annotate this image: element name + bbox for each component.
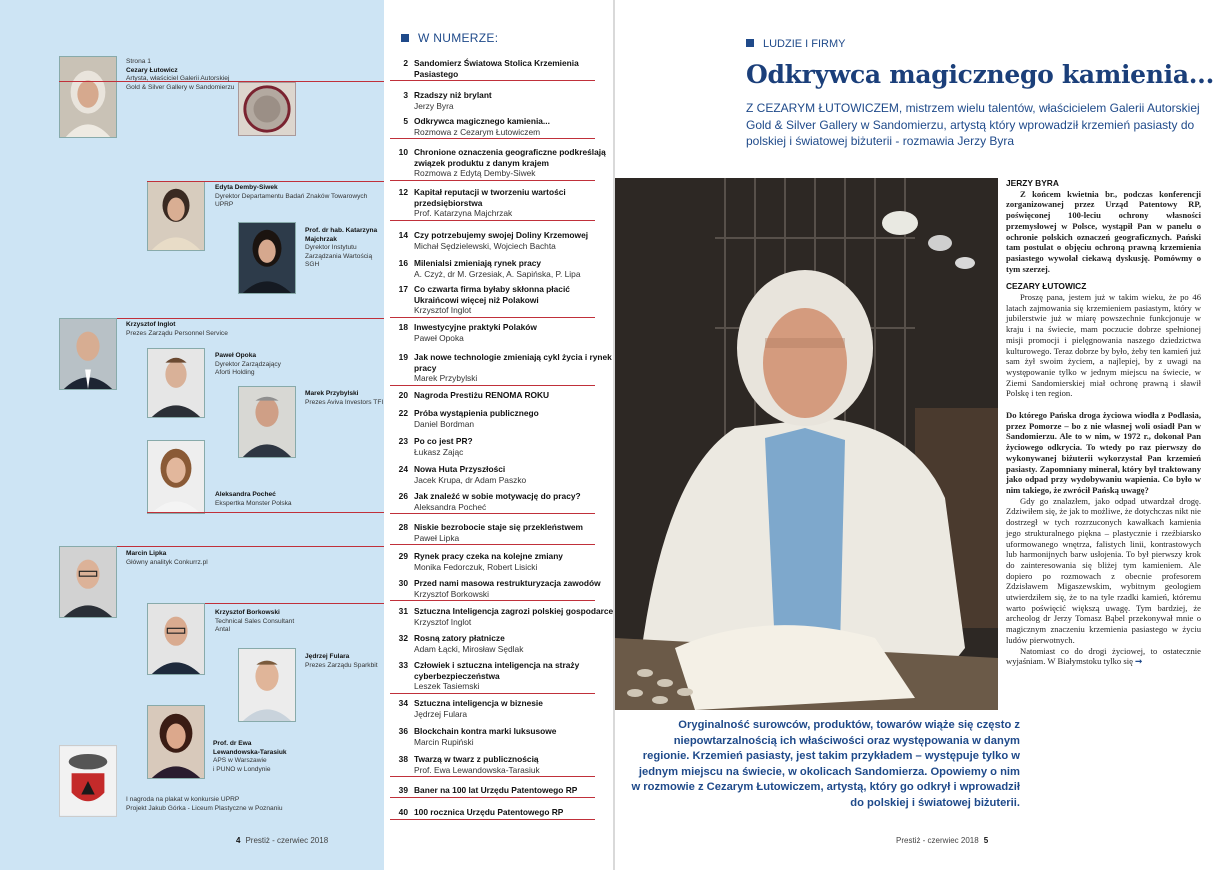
toc-page-number: 36 [398,726,408,736]
toc-text [414,436,614,457]
person-caption [305,390,385,407]
portrait-photo [238,222,296,294]
interviewee-name: CEZARY ŁUTOWICZ [1006,281,1087,292]
article-lead: Z CEZARYM ŁUTOWICZEM, mistrzem wielu talentów, właścicielem Galerii Autorskiej Gold & Silver Gallery w Sandomierzu, artystą który wprowadził krzemień pasiasty do polskiej i światowej biżuterii - rozmawia Jerzy Byra [746,101,1200,148]
person-name: Cezary Łutowicz [126,66,178,74]
toc-text [414,491,614,512]
toc-page-number: 14 [398,230,408,240]
toc-page-number: 12 [398,187,408,197]
toc-page-number: 3 [403,90,408,100]
person-desc: Antal [215,626,231,634]
answer-paragraph [1006,646,1201,667]
answer-continued: Natomiast co do drogi życiowej, to ostatecznie wyjaśniam. W Białymstoku tylko się [1006,645,1201,667]
person-caption [215,184,380,210]
toc-title: Człowiek i sztuczna inteligencja na straży cyberbezpieczeństwa [414,660,580,681]
person-caption [126,58,246,92]
person-name: Jędrzej Fulara [305,653,350,660]
portrait-photo [147,705,205,779]
toc-page-number: 28 [398,522,408,532]
person-desc: Główny analityk Conkurrz.pl [126,558,208,566]
toc-title: Czy potrzebujemy swojej Doliny Krzemowej [414,230,589,240]
toc-title: Nowa Huta Przyszłości [414,464,506,474]
toc-author: Rozmowa z Edytą Demby-Siwek [414,168,536,179]
interviewer-name: JERZY BYRA [1006,178,1059,188]
toc-title: Sztuczna inteligencja w biznesie [414,698,543,708]
person-desc: Dyrektor Zarządzający [215,360,281,368]
toc-page-number: 34 [398,698,408,708]
section-square-icon [401,34,409,42]
photo-caption: Oryginalność surowców, produktów, towarów wiąże się często z niepowtarzalnością ich właściwości oraz występowania w danym regionie. Krzemień pasiasty, jest takim przykładem – występuje tylko w jednym miejscu na świecie, w okolicach Sandomierza. Opowiemy o nim w rozmowie z Cezarym Łutowiczem, artystą, który go odkrył i wprowadził do polskiej i światowej biżuterii. [631,719,1020,809]
toc-page-number: 38 [398,754,408,764]
person-name: Paweł Opoka [215,352,257,359]
person-desc: Technical Sales Consultant [215,617,295,625]
toc-author: Aleksandra Pocheć [414,501,487,512]
toc-text [414,284,614,316]
toc-text [414,116,614,137]
person-desc: UPRP [215,201,234,209]
toc-page-number: 33 [398,660,408,670]
person-desc: SGH [305,261,320,269]
toc-heading [401,31,498,45]
section-label [746,38,846,50]
toc-rule [390,138,595,139]
toc-page-number: 2 [403,58,408,68]
toc-page-number: 22 [398,408,408,418]
right-folio [896,836,993,845]
toc-text [414,464,614,485]
toc-title: Niskie bezrobocie staje się przekleństwem [414,522,583,532]
toc-author: Rozmowa z Cezarym Łutowiczem [414,126,541,137]
person-caption [215,491,335,508]
person-rule [147,181,384,182]
person-name: Edyta Demby-Siwek [215,184,278,191]
folio-page-number: 4 [236,836,241,845]
toc-text [414,322,614,343]
toc-page-number: 20 [398,390,408,400]
toc-text [414,230,614,251]
toc-rule [390,317,595,318]
toc-title: Jak znaleźć w sobie motywację do pracy? [414,491,581,501]
article-headline: Odkrywca magicznego kamienia... [746,60,1214,89]
toc-rule [390,544,595,545]
person-desc: Dyrektor Departamentu Badań Znaków Towarowych [215,192,368,200]
toc-text [414,147,614,179]
toc-text [414,754,614,775]
toc-title: Odkrywca magicznego kamienia... [414,116,550,126]
portrait-photo [59,546,117,618]
portrait-photo [59,318,117,390]
toc-text [414,578,614,599]
toc-author: Adam Łącki, Mirosław Sędlak [414,643,524,654]
article-column [1006,178,1201,667]
toc-text [414,522,614,543]
person-caption [215,609,335,635]
toc-rule [390,797,595,798]
person-desc: Prezes Zarządu Personnel Service [126,329,228,337]
toc-page-number: 29 [398,551,408,561]
person-name: Prof. dr Ewa Lewandowska-Tarasiuk [213,740,287,756]
person-desc: Dyrektor Instytutu [305,244,357,252]
person-desc: Zarządzania Wartością [305,252,373,260]
toc-title: Kapitał reputacji w tworzeniu wartości przedsiębiorstwa [414,187,566,208]
toc-title: Sandomierz Światowa Stolica Krzemienia Pasiastego [414,58,579,79]
toc-title: Co czwarta firma byłaby skłonna płacić Ukraińcowi więcej niż Polakowi [414,284,570,305]
person-desc: Prezes Zarządu Sparkbit [305,661,378,669]
toc-page-number: 10 [398,147,408,157]
arrow-right-icon: ➞ [1135,656,1143,667]
person-desc: i PUNO w Londynie [213,765,271,773]
person-desc: APS w Warszawie [213,757,267,765]
toc-page-number: 39 [398,785,408,795]
portrait-photo [147,348,205,418]
folio-page-number: 5 [983,836,989,845]
main-portrait-photo [615,178,998,710]
seal-image [238,82,296,136]
toc-author: Jacek Krupa, dr Adam Paszko [414,474,527,485]
portrait-photo [238,648,296,722]
toc-title: Przed nami masowa restrukturyzacja zawodów [414,578,601,588]
question-paragraph: Z końcem kwietnia br., podczas konferencji zorganizowanej przez Urząd Patentowy RP, poświęconej 100-leciu ochrony własności przemysłowej w Polsce, wystąpił Pan w panelu o ochronie polskich oznaczeń geograficznych. Pański tam postulat o objęciu ochroną prawną krzemienia pasiastego wywołał ciekawą dyskusję. Pomówmy o tym szerzej. [1006,188,1201,274]
toc-author: Paweł Opoka [414,332,464,343]
toc-page-number: 30 [398,578,408,588]
answer-paragraph: Proszę pana, jestem już w takim wieku, że po 46 latach zajmowania się krzemieniem pasiastym, który w jubilerstwie już w miarę powszechnie funkcjonuje w kraju i na świecie, mam poczucie dobrze spełnionej misji promocji i pielęgnowania naszego dziedzictwa kulturowego. Teraz dobrze by było, żeby ten kamień już sam żył swoim życiem, a najlepiej, by z uwagi na występowanie tylko w jednym miejscu na świecie, w Ziemi Sandomierskiej miał ochronę prawną i sławił Polskę i ten region. [1006,292,1201,399]
person-name: Krzysztof Inglot [126,321,176,328]
toc-text [414,660,614,692]
question-paragraph: Do którego Pańska droga życiowa wiodła z Podlasia, przez Pomorze – bo z nie własnej woli osiadł Pan w Sandomierzu. Ale to w nim, w 1972 r., dokonał Pan życiowego odkrycia. To wtedy po raz pierwszy do wykonywanej biżuterii wykorzystał Pan krzemień pasiasty. Zapomniany minerał, który był traktowany jako odpad przy wydobywaniu wapienia. Co było w nim takiego, że zwrócił Pańską uwagę? [1006,410,1201,495]
toc-author: Leszek Tasiemski [414,681,480,692]
toc-page-number: 23 [398,436,408,446]
portrait-photo [147,440,205,514]
toc-text [414,633,614,654]
toc-author: A. Czyż, dr M. Grzesiak, A. Sapińska, P. Lipa [414,268,581,279]
toc-title: Twarzą w twarz z publicznością [414,754,539,764]
toc-title: Blockchain kontra marki luksusowe [414,726,557,736]
toc-author: Łukasz Zając [414,446,464,457]
toc-text [414,58,614,79]
toc-text [414,807,614,818]
toc-text [414,551,614,572]
toc-page-number: 24 [398,464,408,474]
toc-page-number: 26 [398,491,408,501]
toc-title: Milenialsi zmieniają rynek pracy [414,258,542,268]
portrait-photo [147,603,205,675]
left-folio [236,836,328,845]
folio-issue: Prestiż - czerwiec 2018 [245,836,329,845]
toc-title: Nagroda Prestiżu RENOMA ROKU [414,390,550,400]
toc-title: Rynek pracy czeka na kolejne zmiany [414,551,563,561]
toc-text [414,726,614,747]
person-desc: Aforti Holding [215,369,255,377]
toc-author: Jerzy Byra [414,100,454,111]
person-caption [126,550,246,567]
portrait-photo [59,56,117,138]
toc-author: Krzysztof Inglot [414,616,472,627]
toc-author: Prof. Ewa Lewandowska-Tarasiuk [414,764,540,775]
person-caption [305,653,385,670]
toc-page-number: 31 [398,606,408,616]
toc-page-number: 32 [398,633,408,643]
toc-title: W NUMERZE: [418,31,499,45]
portrait-photo [238,386,296,458]
answer-paragraph: Gdy go znalazłem, jako odpad utwardzał drogę. Zdziwiłem się, że jak to możliwe, że dotychczas nikt nie dostrzegł w tych rozrzuconych kawałkach kamienia jego strukturalnego piękna – plastycznie i rzeźbiarsko uformowanego wnętrza, falistych linii, kontrastowych lub harmonijnych barw usłojenia. To był pierwszy krok do zainteresowania się bliżej tym kamieniem. Ale dopiero po rozmowach z obecnie profesorem Zdzisławem Migaszewskim, wybitnym geologiem utwierdziłem się, że to na tyle rzadki kamień, któremu warto poświęcić większą uwagę. Tym bardziej, że archeolog dr Jerzy Tomasz Bąbel przekonywał mnie o magicznym znaczeniu krzemienia pasiastego w życiu ludów pierwotnych. [1006,495,1201,645]
toc-page-number: 19 [398,352,408,362]
toc-rule [390,776,595,777]
person-caption [305,227,383,270]
toc-rule [390,693,595,694]
toc-title: Rosną zatory płatnicze [414,633,505,643]
toc-title: Inwestycyjne praktyki Polaków [414,322,537,332]
section-square-icon [746,39,754,47]
person-caption [126,321,286,338]
toc-title: Jak nowe technologie zmieniają cykl życia i rynek pracy [414,352,612,373]
toc-title: Po co jest PR? [414,436,473,446]
person-name: Krzysztof Borkowski [215,609,280,616]
person-name: Aleksandra Pocheć [215,491,276,498]
toc-text [414,352,614,384]
toc-text [414,785,614,796]
toc-author: Michał Sędzielewski, Wojciech Bachta [414,240,556,251]
toc-page-number: 17 [398,284,408,294]
toc-author: Daniel Bordman [414,418,475,429]
toc-rule [390,600,595,601]
folio-issue: Prestiż - czerwiec 2018 [896,836,979,845]
person-caption [213,740,293,774]
toc-rule [390,220,595,221]
toc-text [414,258,614,279]
portrait-photo [147,181,205,251]
poster-caption [126,796,326,813]
person-desc: Ekspertka Monster Polska [215,499,292,507]
toc-author: Marcin Rupiński [414,736,474,747]
toc-rule [390,819,595,820]
person-name: Marcin Lipka [126,550,167,557]
toc-page-number: 5 [403,116,408,126]
toc-page-number: 18 [398,322,408,332]
toc-text [414,408,614,429]
toc-rule [390,80,595,81]
poster-image [59,745,117,817]
person-desc: Prezes Aviva Investors TFI [305,398,384,406]
person-desc: Artysta, właściciel Galerii Autorskiej [126,75,230,83]
toc-text [414,698,614,719]
toc-title: Baner na 100 lat Urzędu Patentowego RP [414,785,578,795]
poster-credit: Projekt Jakub Górka - Liceum Plastyczne w Poznaniu [126,804,283,812]
toc-page-number: 16 [398,258,408,268]
toc-title: Chronione oznaczenia geograficzne podkreślają związek produktu z danym krajem [414,147,606,168]
toc-title: Rzadszy niż brylant [414,90,492,100]
toc-page-number: 40 [398,807,408,817]
toc-author: Krzysztof Inglot [414,305,472,316]
toc-text [414,390,614,401]
poster-award: I nagroda na plakat w konkursie UPRP [126,796,240,803]
person-name: Prof. dr hab. Katarzyna Majchrzak [305,227,378,243]
toc-author: Monika Fedorczuk, Robert Lisicki [414,561,538,572]
toc-text [414,90,614,111]
toc-text [414,606,614,627]
toc-rule [390,180,595,181]
person-desc: Gold & Silver Gallery w Sandomierzu [126,83,235,91]
toc-author: Paweł Lipka [414,532,460,543]
toc-title: Sztuczna Inteligencja zagrozi polskiej gospodarce [414,606,614,616]
toc-rule [390,513,595,514]
person-caption [215,352,305,378]
section-name: LUDZIE I FIRMY [763,38,846,50]
toc-author: Krzysztof Borkowski [414,588,489,599]
person-rule [147,512,384,513]
toc-author: Marek Przybylski [414,373,478,384]
toc-text [414,187,614,219]
toc-author: Jędrzej Fulara [414,708,468,719]
person-page-ref: Strona 1 [126,58,151,65]
person-name: Marek Przybylski [305,390,359,397]
toc-title: Próba wystąpienia publicznego [414,408,539,418]
toc-author: Prof. Katarzyna Majchrzak [414,208,513,219]
toc-title: 100 rocznica Urzędu Patentowego RP [414,807,564,817]
toc-rule [390,385,595,386]
